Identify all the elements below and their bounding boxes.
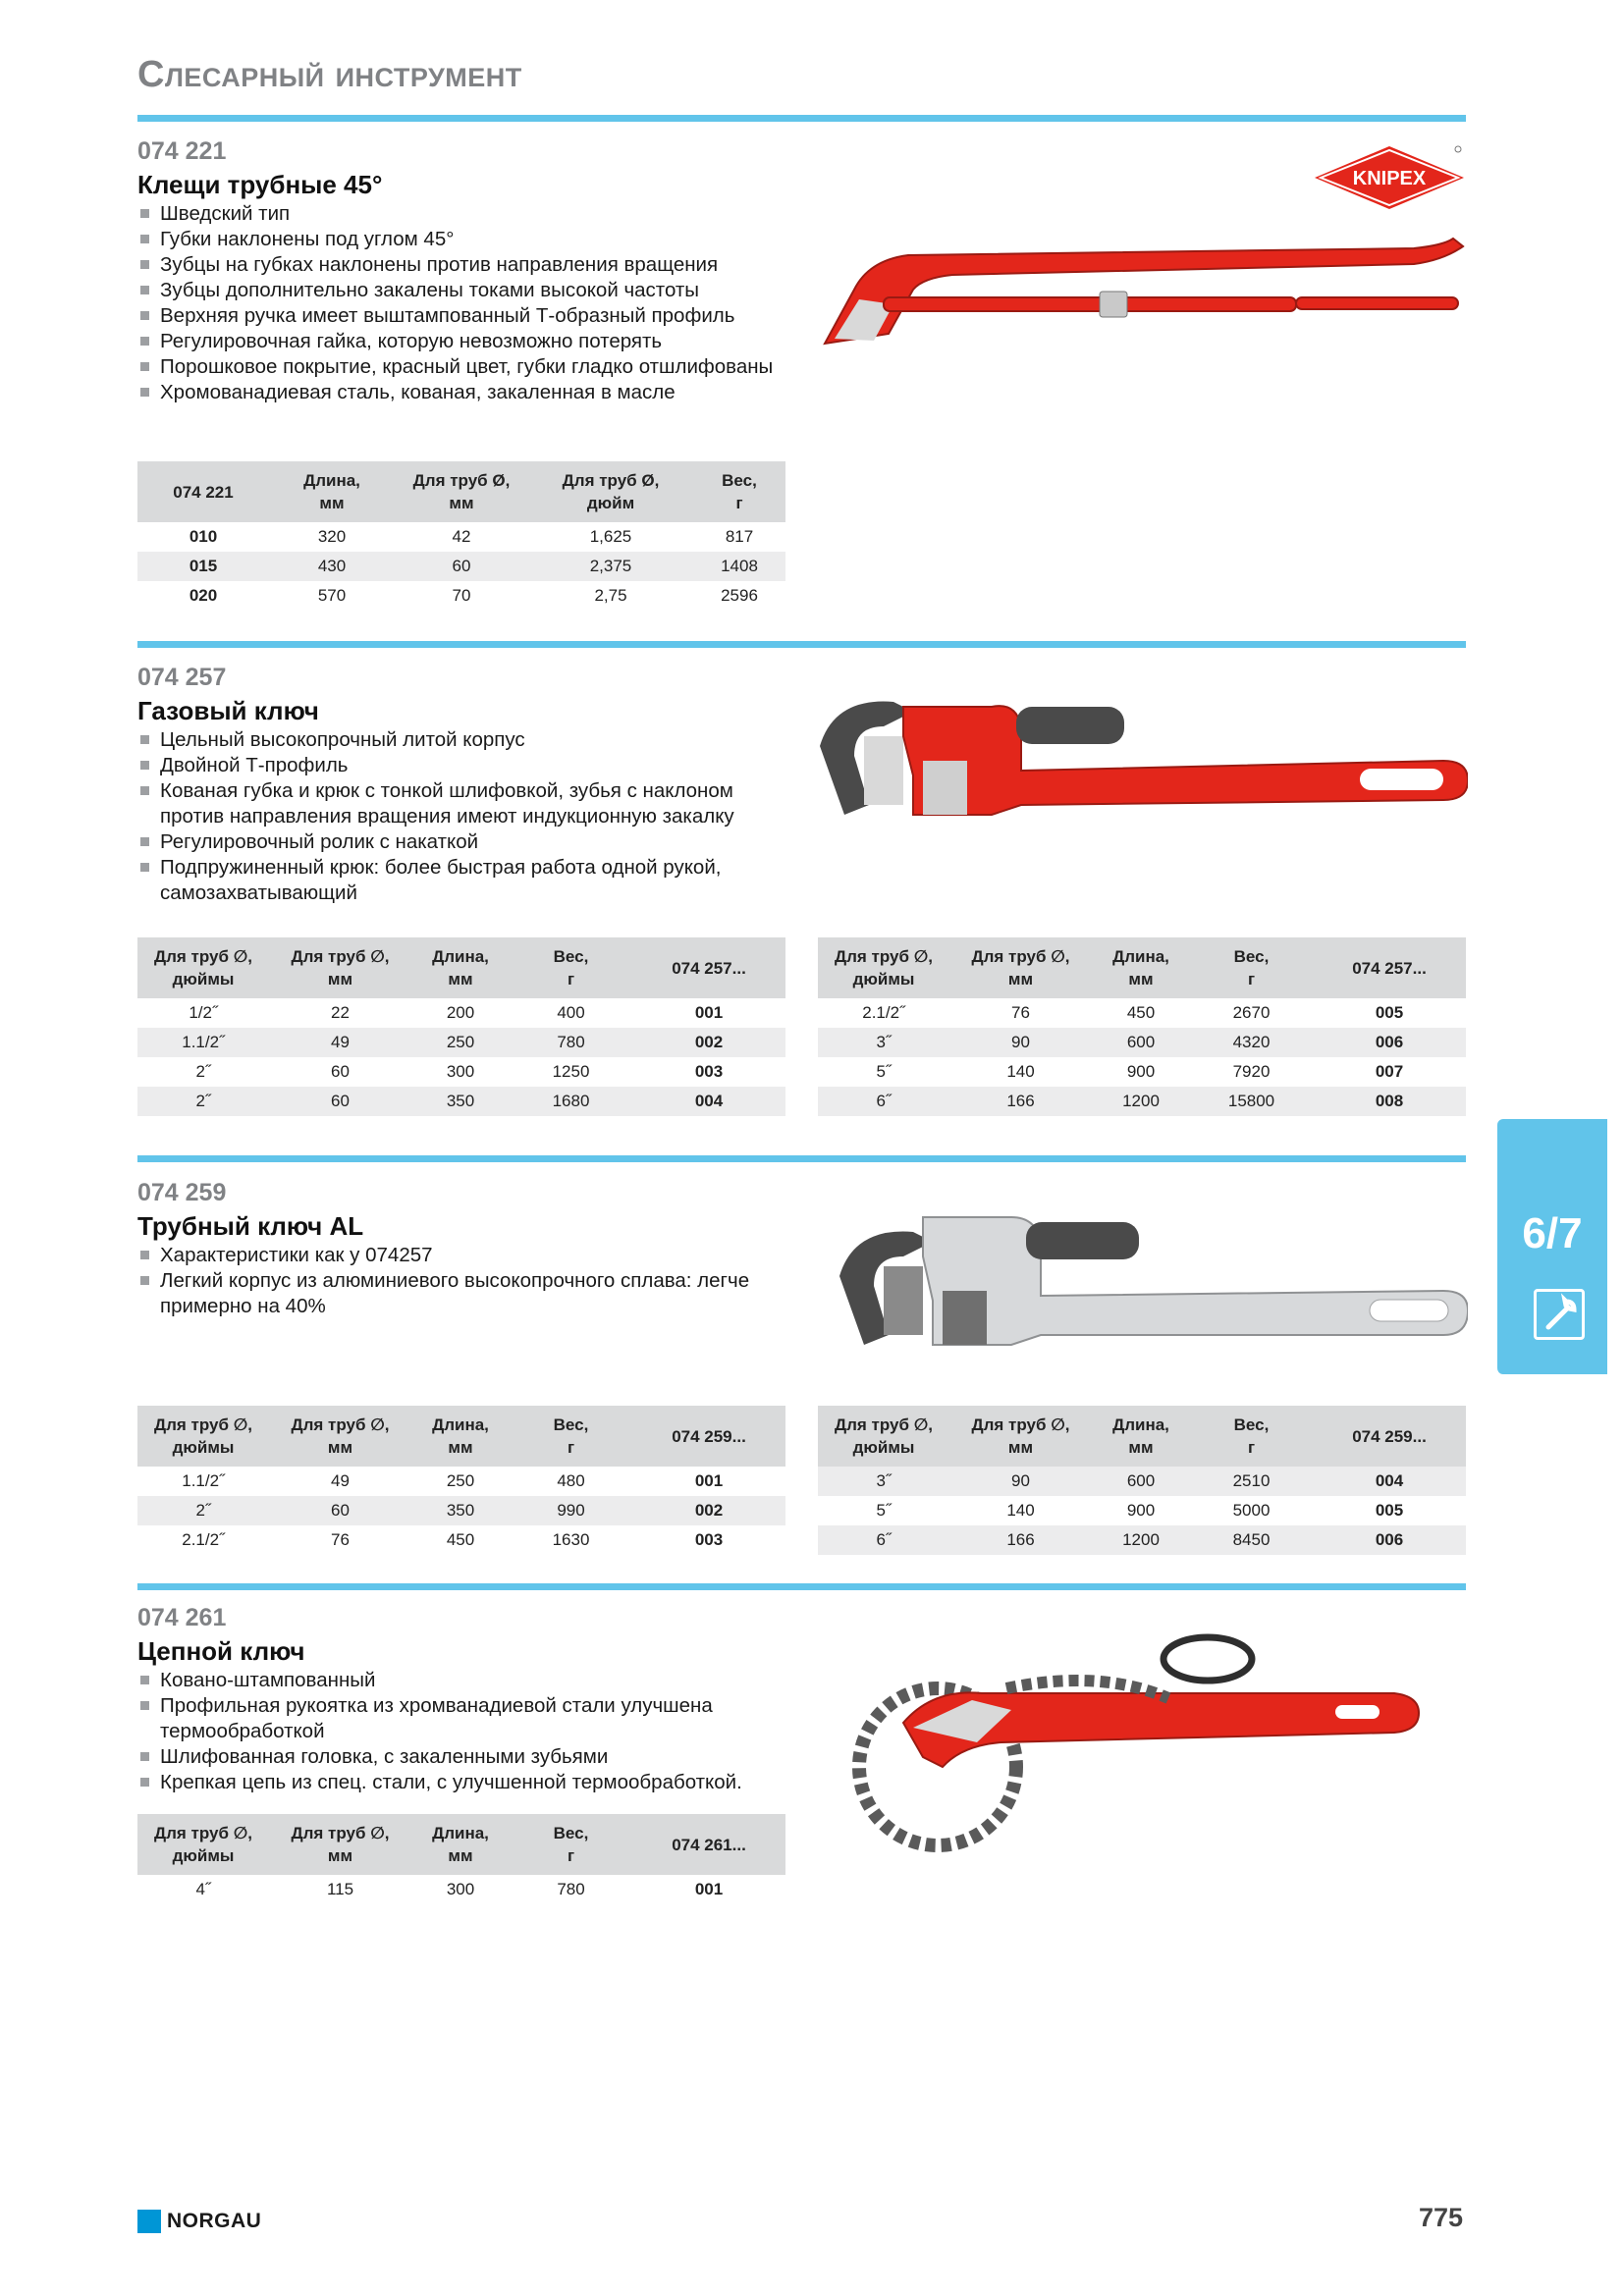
table-cell: 2˝ (137, 1087, 269, 1116)
table-cell: 900 (1126, 1062, 1156, 1081)
table-cell: 003 (694, 1530, 724, 1549)
column-header: 074 257... (1313, 937, 1466, 998)
table-cell: 1.1/2˝ (137, 1028, 269, 1057)
feature-item: Крепкая цепь из спец. стали, с улучшенной термообработкой. (137, 1770, 776, 1795)
table-cell: 320 (317, 527, 347, 546)
table-cell: 001 (694, 1003, 724, 1022)
table-cell: 60 (269, 1087, 411, 1116)
table-cell: 990 (510, 1496, 632, 1525)
table-cell: 010 (189, 527, 218, 546)
table-cell: 020 (189, 586, 218, 605)
feature-item: Зубцы на губках наклонены против направления вращения (137, 252, 776, 278)
table-row (137, 522, 785, 552)
column-header: 074 259... (632, 1406, 785, 1467)
feature-item: Цельный высокопрочный литой корпус (137, 727, 776, 753)
table-cell: 780 (557, 1880, 585, 1898)
column-header: Для труб ∅, дюймы (818, 1406, 949, 1467)
wrench-icon (1534, 1289, 1585, 1340)
table-cell: 2,375 (528, 552, 693, 581)
feature-item: Шведский тип (137, 201, 776, 227)
logo-text: KNIPEX (1352, 168, 1427, 189)
table-cell: 60 (269, 1496, 411, 1525)
table-row (137, 581, 785, 611)
table-cell: 1/2˝ (189, 1003, 218, 1022)
table-row (818, 1467, 1466, 1496)
feature-item: Верхняя ручка имеет выштампованный Т-образный профиль (137, 303, 776, 329)
norgau-logo-icon (137, 2210, 161, 2233)
column-header: Вес, г (1190, 937, 1313, 998)
table-cell: 3˝ (818, 1028, 949, 1057)
table-row (818, 1028, 1466, 1057)
table-cell: 3˝ (818, 1467, 949, 1496)
table-cell: 300 (446, 1062, 475, 1081)
table-cell: 2.1/2˝ (182, 1530, 225, 1549)
table-cell: 004 (1313, 1467, 1466, 1496)
feature-item: Легкий корпус из алюминиевого высокопрочного сплава: легче примерно на 40% (137, 1268, 776, 1319)
product-image (815, 231, 1468, 358)
table-cell: 1250 (552, 1062, 590, 1081)
table-cell: 250 (411, 1028, 510, 1057)
table-cell: 15800 (1190, 1087, 1313, 1116)
column-header: Вес, г (510, 1406, 632, 1467)
column-header: Длина, мм (269, 461, 395, 522)
product-code: 074 221 (137, 137, 227, 165)
feature-item: Порошковое покрытие, красный цвет, губки гладко отшлифованы (137, 354, 776, 380)
spec-table (137, 1814, 785, 1904)
feature-item: Ковано-штампованный (137, 1668, 776, 1693)
table-row (818, 998, 1466, 1028)
table-cell: 450 (1126, 1003, 1156, 1022)
page-number: 775 (1419, 2203, 1464, 2232)
feature-item: Профильная рукоятка из хромванадиевой стали улучшена термообработкой (137, 1693, 776, 1744)
table-cell: 2˝ (137, 1496, 269, 1525)
spec-table (137, 461, 785, 611)
table-cell: 70 (452, 586, 471, 605)
feature-item: Губки наклонены под углом 45° (137, 227, 776, 252)
table-cell: 7920 (1232, 1062, 1271, 1081)
table-cell: 1408 (693, 552, 785, 581)
column-header: Вес, г (510, 1814, 632, 1875)
column-header: Длина, мм (1092, 937, 1190, 998)
table-cell: 6˝ (818, 1087, 949, 1116)
feature-item: Зубцы дополнительно закалены токами высокой частоты (137, 278, 776, 303)
table-row (137, 1087, 785, 1116)
spec-table (818, 1406, 1466, 1555)
table-row (137, 1496, 785, 1525)
table-cell: 300 (446, 1880, 475, 1898)
column-header: Вес, г (693, 461, 785, 522)
table-cell: 76 (1011, 1003, 1030, 1022)
table-cell: 600 (1092, 1028, 1190, 1057)
column-header: Для труб Ø, мм (395, 461, 528, 522)
feature-list (137, 727, 776, 906)
product-code: 074 257 (137, 664, 227, 691)
column-header: 074 259... (1313, 1406, 1466, 1467)
feature-item: Хромованадиевая сталь, кованая, закаленная в масле (137, 380, 776, 405)
table-row (137, 552, 785, 581)
product-image (835, 1198, 1468, 1364)
page-title: Слесарный инструмент (137, 54, 522, 95)
column-header: Для труб ∅, мм (269, 1406, 411, 1467)
table-cell: 250 (446, 1471, 475, 1490)
table-cell: 015 (137, 552, 269, 581)
table-cell: 004 (632, 1087, 785, 1116)
table-cell: 2˝ (195, 1062, 211, 1081)
spec-table (137, 937, 785, 1116)
feature-item: Двойной Т-профиль (137, 753, 776, 778)
table-cell: 350 (411, 1087, 510, 1116)
table-cell: 006 (1313, 1028, 1466, 1057)
table-cell: 166 (949, 1525, 1092, 1555)
feature-item: Подпружиненный крюк: более быстрая работа одной рукой, самозахватывающий (137, 855, 776, 906)
table-row (137, 1467, 785, 1496)
divider-rule (137, 115, 1466, 122)
table-row (137, 1875, 785, 1904)
table-cell: 200 (446, 1003, 475, 1022)
product-title: Цепной ключ (137, 1636, 305, 1666)
table-cell: 60 (331, 1062, 350, 1081)
table-cell: 76 (331, 1530, 350, 1549)
table-cell: 4320 (1190, 1028, 1313, 1057)
product-image (815, 667, 1468, 834)
table-cell: 2.1/2˝ (862, 1003, 905, 1022)
table-cell: 8450 (1190, 1525, 1313, 1555)
feature-item: Регулировочная гайка, которую невозможно потерять (137, 329, 776, 354)
knipex-logo (1311, 140, 1468, 219)
table-row (137, 1525, 785, 1555)
column-header: Для труб ∅, мм (949, 1406, 1092, 1467)
feature-item: Шлифованная головка, с закаленными зубьями (137, 1744, 776, 1770)
table-cell: 4˝ (195, 1880, 211, 1898)
table-cell: 001 (694, 1471, 724, 1490)
column-header: Длина, мм (1092, 1406, 1190, 1467)
divider-rule (137, 1583, 1466, 1590)
table-cell: 1,625 (589, 527, 632, 546)
column-header: Длина, мм (411, 1406, 510, 1467)
column-header: Длина, мм (411, 1814, 510, 1875)
table-cell: 817 (725, 527, 754, 546)
product-code: 074 261 (137, 1604, 227, 1631)
column-header: Для труб ∅, дюймы (137, 1814, 269, 1875)
table-row (818, 1057, 1466, 1087)
table-cell: 5000 (1232, 1501, 1271, 1520)
table-cell: 2,75 (594, 586, 627, 605)
column-header: Для труб ∅, дюймы (818, 937, 949, 998)
divider-rule (137, 641, 1466, 648)
table-cell: 49 (331, 1471, 350, 1490)
table-cell: 1680 (510, 1087, 632, 1116)
table-cell: 900 (1126, 1501, 1156, 1520)
table-cell: 480 (557, 1471, 585, 1490)
column-header: 074 261... (632, 1814, 785, 1875)
table-cell: 2510 (1190, 1467, 1313, 1496)
column-header: Вес, г (1190, 1406, 1313, 1467)
table-cell: 90 (949, 1028, 1092, 1057)
column-header: Для труб ∅, мм (949, 937, 1092, 998)
table-cell: 5˝ (876, 1062, 892, 1081)
table-cell: 002 (632, 1496, 785, 1525)
column-header: Длина, мм (411, 937, 510, 998)
column-header: 074 257... (632, 937, 785, 998)
product-title: Трубный ключ AL (137, 1211, 364, 1241)
product-code: 074 259 (137, 1179, 227, 1206)
table-cell: 001 (694, 1880, 724, 1898)
table-cell: 430 (269, 552, 395, 581)
column-header: Для труб ∅, дюймы (137, 937, 269, 998)
table-cell: 90 (949, 1467, 1092, 1496)
table-row (137, 1057, 785, 1087)
table-row (137, 1028, 785, 1057)
table-cell: 49 (269, 1028, 411, 1057)
column-header: Для труб ∅, мм (269, 1814, 411, 1875)
table-cell: 2596 (721, 586, 758, 605)
table-cell: 350 (411, 1496, 510, 1525)
table-cell: 780 (510, 1028, 632, 1057)
product-image (844, 1629, 1434, 1885)
product-title: Клещи трубные 45° (137, 170, 383, 199)
section-tab-number: 6/7 (1522, 1209, 1583, 1257)
column-header: Для труб ∅, мм (269, 937, 411, 998)
table-cell: 006 (1313, 1525, 1466, 1555)
table-cell: 002 (632, 1028, 785, 1057)
table-row (818, 1496, 1466, 1525)
feature-list (137, 1243, 776, 1319)
table-cell: 007 (1375, 1062, 1404, 1081)
table-cell: 60 (395, 552, 528, 581)
table-cell: 008 (1313, 1087, 1466, 1116)
table-cell: 140 (1006, 1062, 1035, 1081)
column-header: Вес, г (510, 937, 632, 998)
table-row (818, 1087, 1466, 1116)
feature-list (137, 1668, 776, 1795)
table-cell: 450 (446, 1530, 475, 1549)
feature-list (137, 201, 776, 405)
feature-item: Характеристики как у 074257 (137, 1243, 776, 1268)
table-cell: 6˝ (818, 1525, 949, 1555)
table-cell: 5˝ (876, 1501, 892, 1520)
table-cell: 003 (694, 1062, 724, 1081)
table-cell: 42 (452, 527, 471, 546)
table-cell: 1630 (552, 1530, 590, 1549)
table-cell: 1200 (1092, 1087, 1190, 1116)
table-cell: 140 (1006, 1501, 1035, 1520)
table-cell: 1200 (1092, 1525, 1190, 1555)
feature-item: Регулировочный ролик с накаткой (137, 829, 776, 855)
column-header: Для труб ∅, дюймы (137, 1406, 269, 1467)
table-cell: 600 (1092, 1467, 1190, 1496)
spec-table (137, 1406, 785, 1555)
table-cell: 1.1/2˝ (182, 1471, 225, 1490)
footer-brand: NORGAU (167, 2210, 262, 2232)
table-cell: 166 (949, 1087, 1092, 1116)
product-title: Газовый ключ (137, 696, 319, 725)
spec-table (818, 937, 1466, 1116)
table-cell: 005 (1375, 1501, 1404, 1520)
table-cell: 115 (326, 1880, 354, 1898)
column-header: Для труб Ø, дюйм (528, 461, 693, 522)
table-cell: 400 (557, 1003, 585, 1022)
divider-rule (137, 1155, 1466, 1162)
table-cell: 570 (317, 586, 347, 605)
table-cell: 005 (1375, 1003, 1404, 1022)
table-row (818, 1525, 1466, 1555)
table-cell: 22 (331, 1003, 350, 1022)
feature-item: Кованая губка и крюк с тонкой шлифовкой, зубья с наклоном против направления вращения имеют индукционную закалку (137, 778, 776, 829)
table-cell: 2670 (1232, 1003, 1271, 1022)
column-header: 074 221 (137, 461, 269, 522)
table-row (137, 998, 785, 1028)
